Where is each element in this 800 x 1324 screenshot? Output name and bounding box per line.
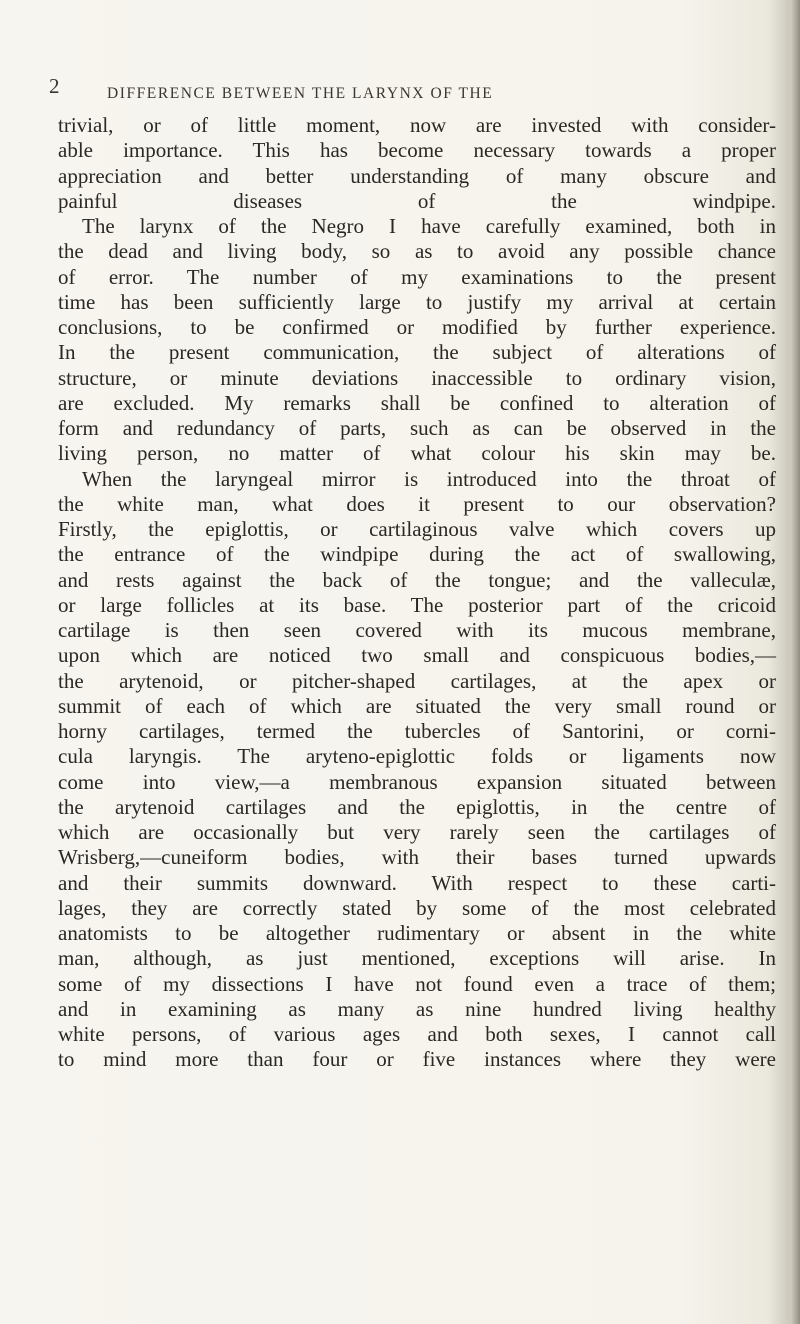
text-line: man, although, as just mentioned, exceptions will arise. In (58, 946, 776, 971)
text-line: structure, or minute deviations inaccessible to ordinary vision, (58, 365, 776, 390)
text-line: the arytenoid, or pitcher-shaped cartilages, at the apex or (58, 668, 776, 693)
text-line: or large follicles at its base. The posterior part of the cricoid (58, 592, 776, 617)
text-line: painful diseases of the windpipe. (58, 188, 776, 213)
text-line: The larynx of the Negro I have carefully examined, both in (82, 214, 776, 238)
text-line: the white man, what does it present to our observation? (58, 491, 776, 516)
text-line: come into view,—a membranous expansion situated between (58, 769, 776, 794)
text-line: horny cartilages, termed the tubercles of Santorini, or corni- (58, 719, 776, 743)
page-header (0, 74, 800, 104)
text-line: Firstly, the epiglottis, or cartilaginous valve which covers up (58, 517, 776, 541)
text-line: the dead and living body, so as to avoid any possible chance (58, 239, 776, 264)
text-line: When the laryngeal mirror is introduced into the throat of (82, 466, 776, 491)
text-line: are excluded. My remarks shall be confined to alteration of (58, 390, 776, 415)
text-line: and their summits downward. With respect to these carti- (58, 870, 776, 895)
text-line: and in examining as many as nine hundred living healthy (58, 996, 776, 1021)
text-line: living person, no matter of what colour his skin may be. (58, 441, 776, 466)
page-number: 2 (49, 74, 60, 98)
text-line: able importance. This has become necessary towards a proper (58, 138, 776, 163)
text-line: some of my dissections I have not found even a trace of them; (58, 971, 776, 996)
text-line: time has been sufficiently large to justify my arrival at certain (58, 289, 776, 314)
text-line: which are occasionally but very rarely seen the cartilages of (58, 820, 776, 844)
text-line: lages, they are correctly stated by some of the most celebrated (58, 895, 776, 920)
text-line: to mind more than four or five instances where they were (58, 1047, 776, 1072)
text-line: white persons, of various ages and both sexes, I cannot call (58, 1022, 776, 1046)
text-line: summit of each of which are situated the very small round or (58, 693, 776, 718)
text-line: the entrance of the windpipe during the act of swallowing, (58, 542, 776, 567)
text-line: form and redundancy of parts, such as can be observed in the (58, 416, 776, 440)
text-line: In the present communication, the subject of alterations of (58, 340, 776, 365)
text-line: upon which are noticed two small and conspicuous bodies,— (58, 643, 776, 668)
running-title: DIFFERENCE BETWEEN THE LARYNX OF THE (107, 85, 494, 102)
text-line: and rests against the back of the tongue; and the valleculæ, (58, 567, 776, 592)
text-line: cula laryngis. The aryteno-epiglottic folds or ligaments now (58, 744, 776, 769)
text-line: the arytenoid cartilages and the epiglottis, in the centre of (58, 794, 776, 819)
text-line: conclusions, to be confirmed or modified by further experience. (58, 315, 776, 339)
page-edge-shadow (790, 0, 800, 1324)
body-text (58, 113, 776, 1073)
text-line: Wrisberg,—cuneiform bodies, with their bases turned upwards (58, 845, 776, 870)
text-line: trivial, or of little moment, now are invested with consider- (58, 113, 776, 137)
text-line: appreciation and better understanding of many obscure and (58, 163, 776, 188)
text-line: anatomists to be altogether rudimentary or absent in the white (58, 921, 776, 945)
text-line: of error. The number of my examinations to the present (58, 264, 776, 289)
text-line: cartilage is then seen covered with its mucous membrane, (58, 618, 776, 642)
